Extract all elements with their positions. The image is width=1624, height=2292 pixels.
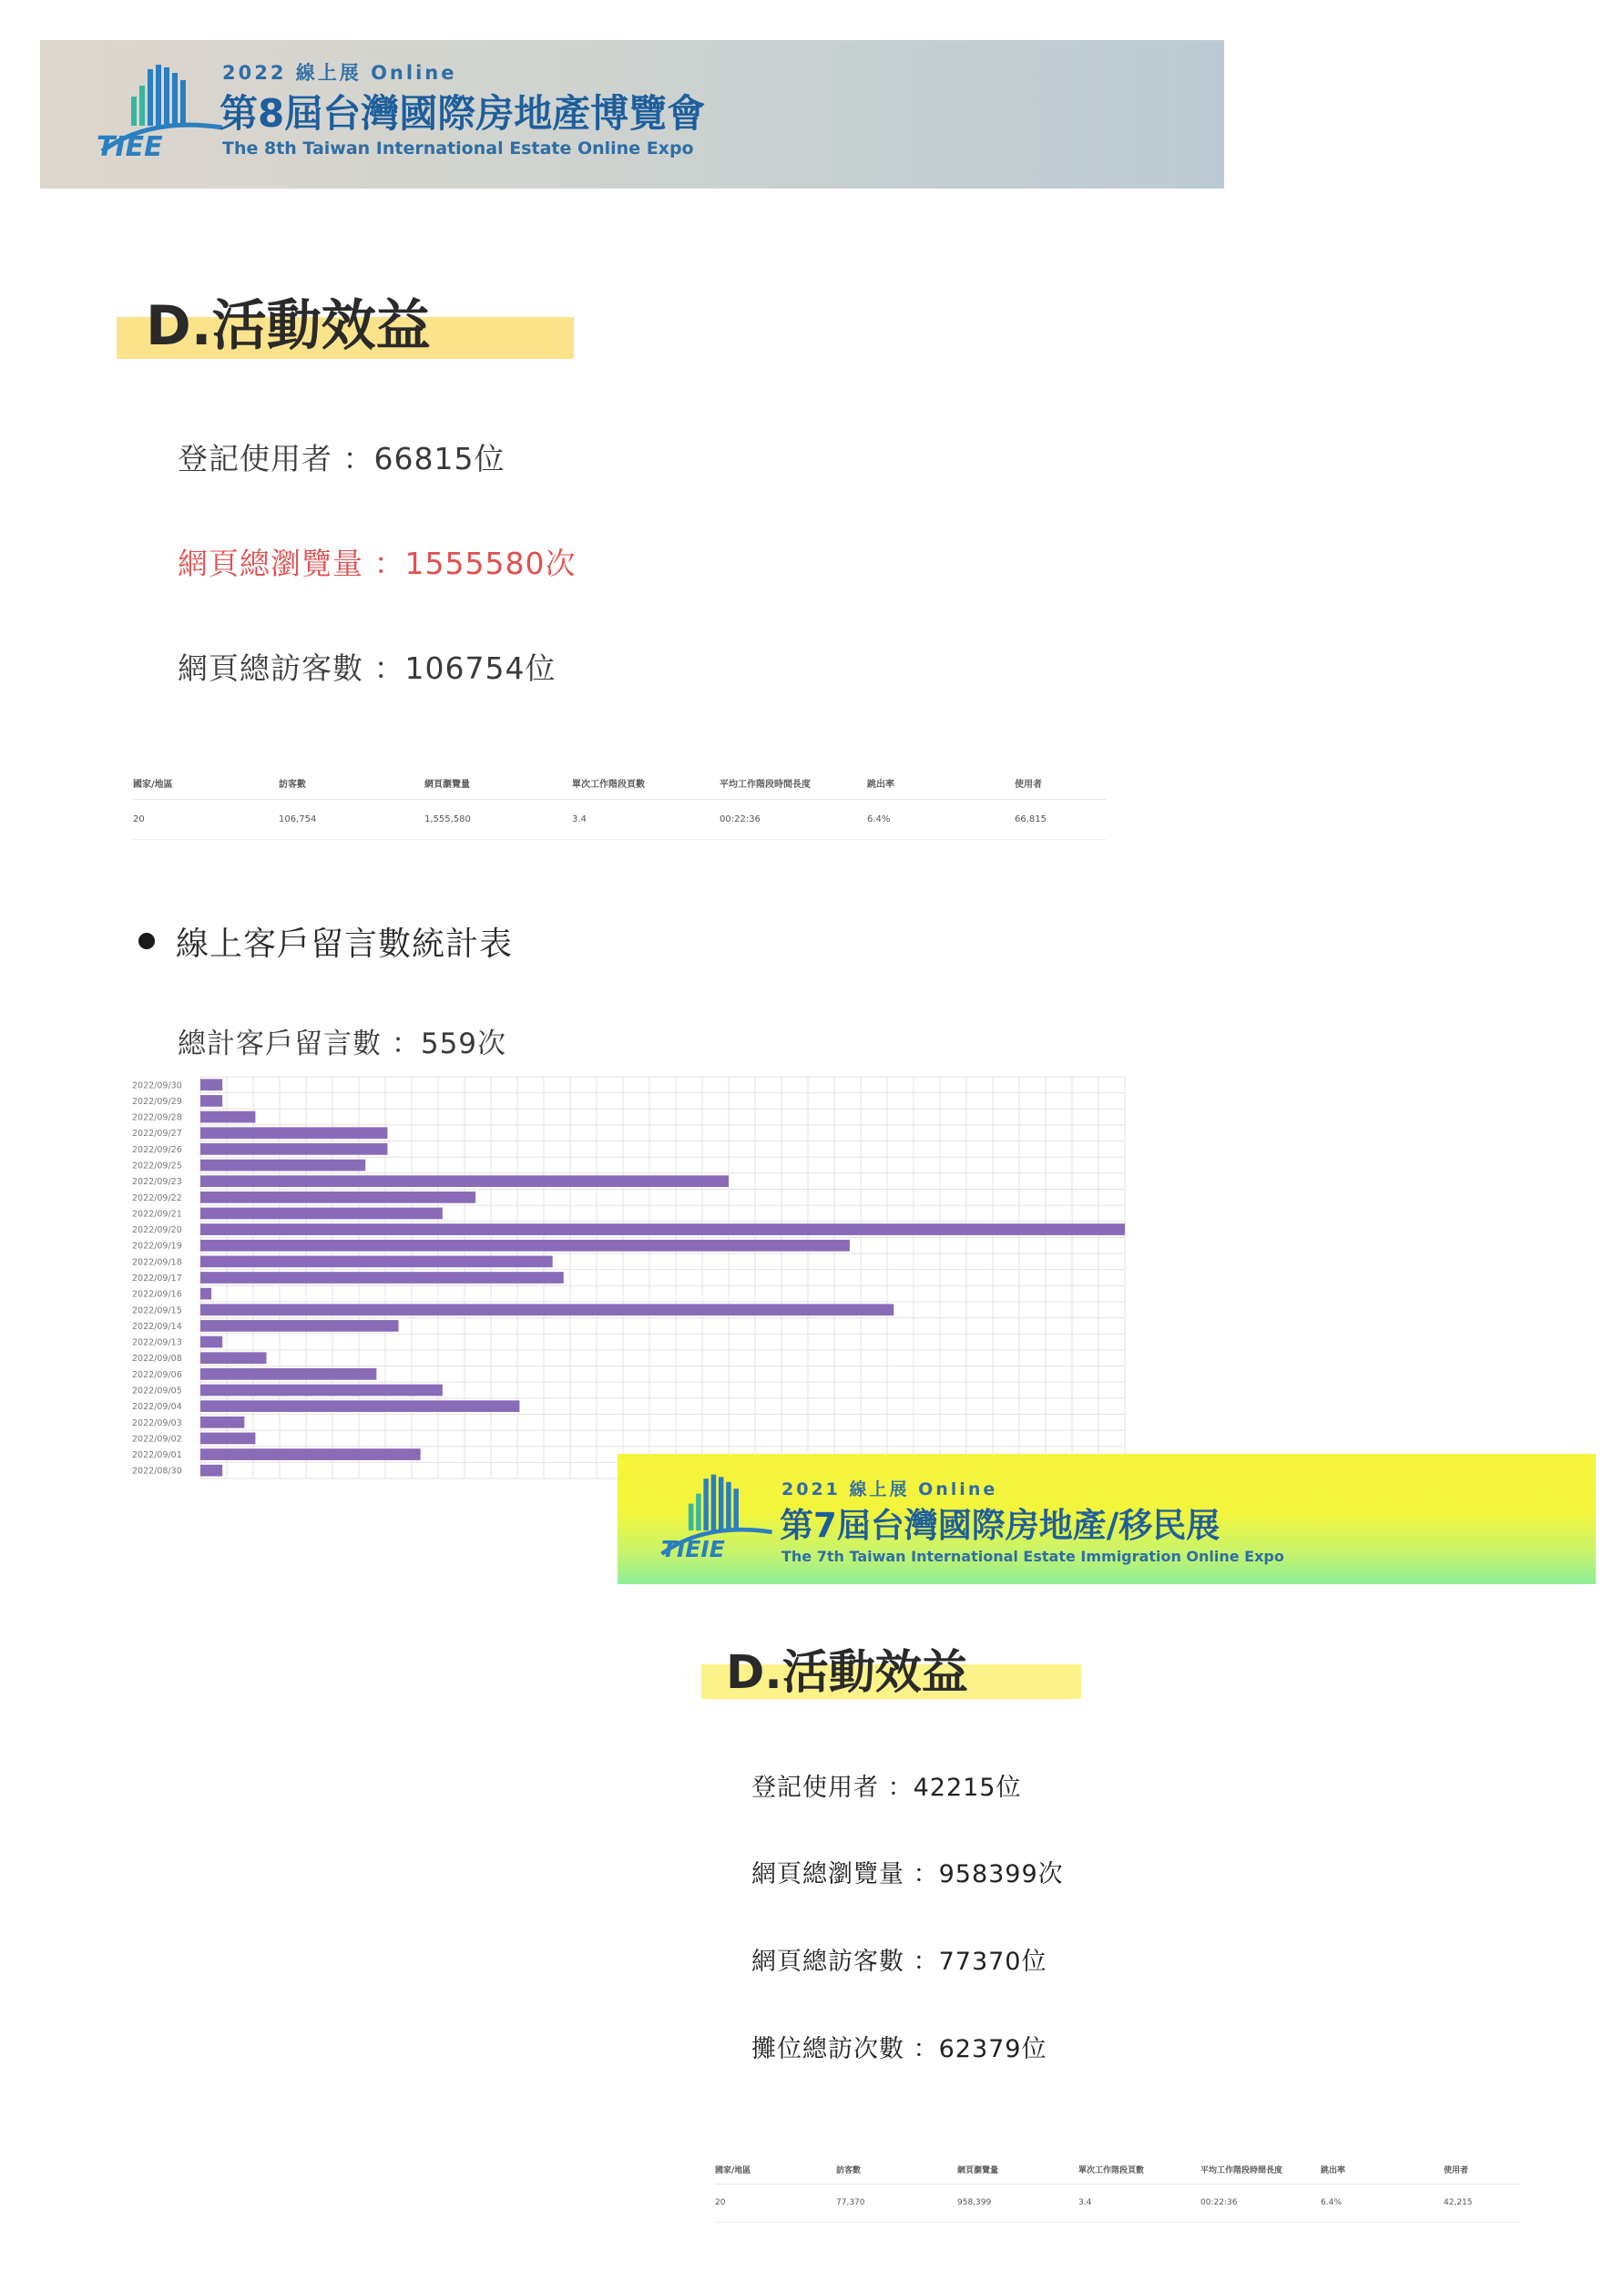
banner-year-line: 2021 線上展 Online [781, 1479, 998, 1499]
chart-bar [200, 1079, 222, 1090]
table-cell: 00:22:36 [1200, 2184, 1321, 2222]
table-header: 跳出率 [1321, 2156, 1444, 2184]
page-views-2021: 網頁總瀏覽量 ：958399次 [751, 1860, 1064, 1888]
table-cell: 6.4% [867, 799, 1015, 839]
banner-title: 第8屆台灣國際房地產博覽會 [220, 91, 706, 136]
chart-bar [200, 1208, 443, 1220]
chart-category-label: 2022/09/17 [132, 1274, 182, 1284]
table-header: 使用者 [1015, 768, 1106, 799]
chart-category-label: 2022/09/14 [132, 1321, 182, 1332]
banner-subtitle: The 7th Taiwan International Estate Immigration Online Expo [781, 1548, 1284, 1565]
chart-category-label: 2022/09/01 [132, 1450, 182, 1461]
section-title-2021: D.活動效益 [726, 1646, 968, 1700]
expo-2021-banner [618, 1454, 1596, 1584]
chart-category-label: 2022/09/25 [132, 1161, 182, 1172]
chart-bar [200, 1111, 255, 1123]
chart-category-label: 2022/09/21 [132, 1209, 182, 1220]
chart-category-label: 2022/09/04 [132, 1402, 182, 1413]
chart-bar [200, 1368, 376, 1380]
chart-category-label: 2022/09/27 [132, 1129, 182, 1140]
page-views-2022: 網頁總瀏覽量 ：1555580次 [178, 546, 577, 581]
table-row [133, 799, 1106, 839]
logo-text: TIEIE [661, 1536, 725, 1562]
analytics-table-2022 [133, 768, 1106, 840]
chart-category-label: 2022/09/08 [132, 1354, 182, 1365]
chart-bar [200, 1272, 564, 1284]
table-header: 網頁瀏覽量 [424, 768, 572, 799]
chart-category-label: 2022/09/03 [132, 1417, 182, 1428]
section-title-2022: D.活動效益 [146, 294, 431, 358]
chart-category-label: 2022/09/15 [132, 1305, 182, 1316]
table-header: 平均工作階段時間長度 [1200, 2156, 1321, 2184]
table-row [715, 2184, 1521, 2222]
bullet-icon [138, 933, 155, 949]
table-header: 單次工作階段頁數 [572, 768, 720, 799]
banner-year-line: 2022 線上展 Online [222, 62, 457, 84]
chart-category-label: 2022/09/26 [132, 1144, 182, 1155]
chart-category-label: 2022/08/30 [132, 1466, 182, 1477]
chart-bar [200, 1256, 553, 1268]
table-header: 國家/地區 [133, 768, 279, 799]
booth-visits-2021: 攤位總訪次數 ：62379位 [751, 2035, 1047, 2063]
table-cell: 6.4% [1321, 2184, 1444, 2222]
chart-category-label: 2022/09/16 [132, 1289, 182, 1300]
table-header: 訪客數 [836, 2156, 957, 2184]
chart-bar [200, 1175, 729, 1187]
chart-bar [200, 1320, 399, 1332]
table-cell: 77,370 [836, 2184, 957, 2222]
table-cell: 1,555,580 [424, 799, 572, 839]
visitors-2022: 網頁總訪客數 ：106754位 [178, 650, 557, 686]
chart-bar [200, 1433, 255, 1445]
table-header: 跳出率 [867, 768, 1015, 799]
chart-bar [200, 1223, 1125, 1235]
chart-bar [200, 1192, 475, 1203]
chart-category-label: 2022/09/19 [132, 1241, 182, 1252]
chart-bar [200, 1160, 365, 1172]
analytics-table-2021 [715, 2156, 1521, 2223]
registered-users-2021: 登記使用者 ：42215位 [751, 1774, 1022, 1802]
table-cell: 20 [133, 799, 279, 839]
chart-bar [200, 1400, 519, 1412]
table-header: 使用者 [1444, 2156, 1521, 2184]
chart-category-label: 2022/09/20 [132, 1225, 182, 1236]
bullet-heading: 線上客戶留言數統計表 [176, 926, 514, 963]
chart-bar [200, 1304, 894, 1315]
table-cell: 00:22:36 [720, 799, 867, 839]
chart-bar [200, 1240, 850, 1252]
chart-bar [200, 1143, 387, 1155]
chart-bar [200, 1417, 244, 1428]
visitors-2021: 網頁總訪客數 ：77370位 [751, 1948, 1047, 1976]
table-cell: 20 [715, 2184, 836, 2222]
table-cell: 3.4 [1078, 2184, 1200, 2222]
expo-2022-banner [40, 40, 1224, 189]
chart-bar [200, 1465, 222, 1477]
table-header: 平均工作階段時間長度 [720, 768, 867, 799]
table-header: 訪客數 [279, 768, 424, 799]
banner-title: 第7屆台灣國際房地產/移民展 [780, 1506, 1221, 1545]
chart-bar [200, 1336, 222, 1348]
chart-category-label: 2022/09/30 [132, 1080, 182, 1091]
registered-users-2022: 登記使用者 ：66815位 [178, 441, 506, 476]
table-cell: 958,399 [957, 2184, 1078, 2222]
table-cell: 42,215 [1444, 2184, 1521, 2222]
banner-subtitle: The 8th Taiwan International Estate Online Expo [222, 138, 694, 159]
chart-category-label: 2022/09/05 [132, 1386, 182, 1397]
chart-category-label: 2022/09/23 [132, 1177, 182, 1188]
logo-text: TIEE [97, 131, 163, 163]
chart-category-label: 2022/09/13 [132, 1337, 182, 1348]
chart-category-label: 2022/09/02 [132, 1434, 182, 1445]
chart-category-label: 2022/09/18 [132, 1257, 182, 1268]
total-messages: 總計客戶留言數 ：559次 [178, 1028, 507, 1060]
chart-category-label: 2022/09/22 [132, 1192, 182, 1203]
chart-category-label: 2022/09/29 [132, 1096, 182, 1107]
chart-bar [200, 1385, 443, 1397]
chart-category-label: 2022/09/06 [132, 1369, 182, 1380]
table-cell: 66,815 [1015, 799, 1106, 839]
messages-bar-chart [128, 1075, 1129, 1485]
chart-bar [200, 1127, 387, 1139]
table-header: 網頁瀏覽量 [957, 2156, 1078, 2184]
table-header: 單次工作階段頁數 [1078, 2156, 1200, 2184]
table-header: 國家/地區 [715, 2156, 836, 2184]
chart-bar [200, 1288, 211, 1300]
table-cell: 106,754 [279, 799, 424, 839]
chart-bar [200, 1448, 421, 1460]
chart-bar [200, 1352, 267, 1364]
table-cell: 3.4 [572, 799, 720, 839]
chart-category-label: 2022/09/28 [132, 1112, 182, 1123]
chart-bar [200, 1095, 222, 1107]
